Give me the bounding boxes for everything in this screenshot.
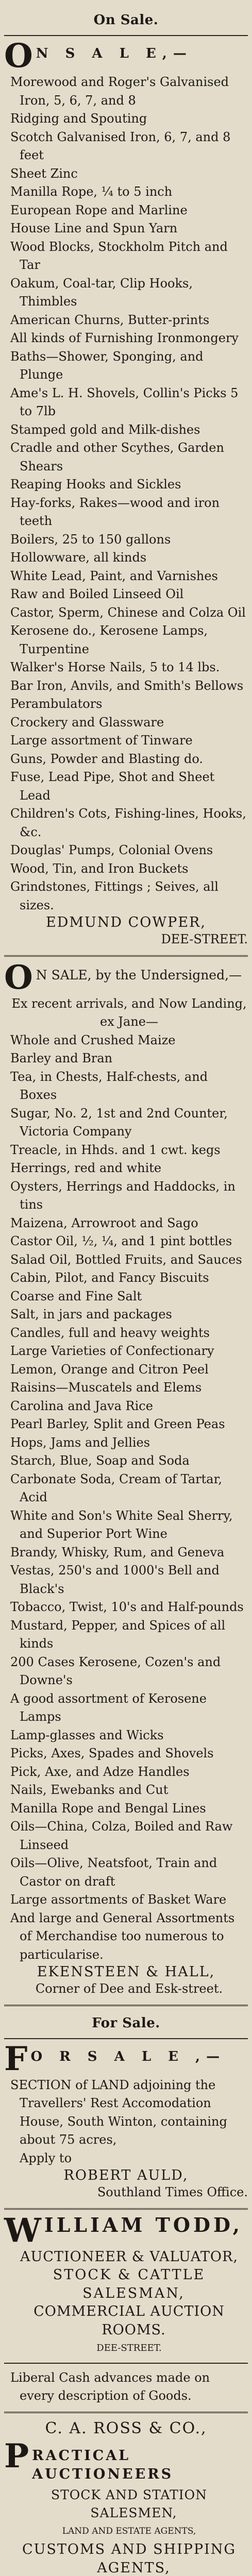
signature: EKENSTEEN & HALL, bbox=[4, 1964, 248, 1980]
list-item: Salt, in jars and packages bbox=[4, 1306, 248, 1324]
ad-lead bbox=[4, 963, 248, 993]
list-item: Crockery and Glassware bbox=[4, 714, 248, 732]
drop-cap: O bbox=[4, 963, 33, 993]
title-line: AUCTIONEER & VALUATOR, bbox=[4, 2248, 248, 2266]
ad-lead bbox=[4, 2216, 248, 2246]
list-item: Children's Cots, Fishing-lines, Hooks, &c. bbox=[4, 805, 248, 841]
list-item: Oysters, Herrings and Haddocks, in tins bbox=[4, 1178, 248, 1214]
list-item: Raisins—Muscatels and Elems bbox=[4, 1379, 248, 1397]
list-item: Baths—Shower, Sponging, and Plunge bbox=[4, 348, 248, 384]
list-item: House Line and Spun Yarn bbox=[4, 219, 248, 238]
ad-lead bbox=[4, 41, 248, 71]
list-item: Carolina and Java Rice bbox=[4, 1397, 248, 1416]
title-line: STOCK AND STATION SALESMEN, bbox=[4, 2486, 248, 2522]
divider bbox=[4, 2412, 248, 2413]
divider bbox=[4, 2363, 248, 2364]
list-item: Large assortments of Basket Ware bbox=[4, 1891, 248, 1909]
list-item: European Rope and Marline bbox=[4, 201, 248, 220]
firm-name: C. A. ROSS & CO., bbox=[4, 2419, 248, 2437]
list-item: Bar Iron, Anvils, and Smith's Bellows bbox=[4, 677, 248, 696]
ad-lead bbox=[4, 2044, 248, 2074]
address: Corner of Dee and Esk-street. bbox=[4, 1980, 248, 1998]
list-item: Grindstones, Fittings ; Seives, all sizes. bbox=[4, 878, 248, 914]
list-item: Herrings, red and white bbox=[4, 1159, 248, 1178]
ad-auld bbox=[4, 2015, 248, 2202]
title-line: STOCK & CATTLE SALESMAN, bbox=[4, 2266, 248, 2302]
list-item: Nails, Ewebanks and Cut bbox=[4, 1781, 248, 1800]
title-line: CUSTOMS AND SHIPPING AGENTS, bbox=[4, 2540, 248, 2576]
list-item: Walker's Horse Nails, 5 to 14 lbs. bbox=[4, 658, 248, 677]
list-item: Carbonate Soda, Cream of Tartar, Acid bbox=[4, 1470, 248, 1507]
list-item: Kerosene do., Kerosene Lamps, Turpentine bbox=[4, 622, 248, 658]
divider bbox=[4, 955, 248, 957]
divider bbox=[4, 2038, 248, 2039]
list-item: Large assortment of Tinware bbox=[4, 732, 248, 750]
list-item: Salad Oil, Bottled Fruits, and Sauces bbox=[4, 1251, 248, 1269]
list-item: Oils—Olive, Neatsfoot, Train and Castor on draft bbox=[4, 1854, 248, 1891]
list-item: Picks, Axes, Spades and Shovels bbox=[4, 1744, 248, 1763]
section-heading: On Sale. bbox=[4, 12, 248, 28]
list-item: Hollowware, all kinds bbox=[4, 549, 248, 567]
title-line: LAND AND ESTATE AGENTS, bbox=[4, 2522, 248, 2541]
list-item: Hops, Jams and Jellies bbox=[4, 1434, 248, 1452]
sub-heading: ex Jane— bbox=[4, 1013, 248, 1031]
drop-cap: P bbox=[4, 2442, 29, 2471]
list-item: Perambulators bbox=[4, 695, 248, 714]
item-list bbox=[4, 1031, 248, 1909]
list-item: Castor, Sperm, Chinese and Colza Oil bbox=[4, 604, 248, 622]
address: Southland Times Office. bbox=[4, 2183, 248, 2202]
divider bbox=[4, 35, 248, 36]
list-item: Fuse, Lead Pipe, Shot and Sheet Lead bbox=[4, 768, 248, 805]
list-item: Barley and Bran bbox=[4, 1049, 248, 1068]
list-item: Pearl Barley, Split and Green Peas bbox=[4, 1415, 248, 1434]
sub-heading: Ex recent arrivals, and Now Landing, bbox=[4, 995, 248, 1013]
apply-text: Apply to bbox=[4, 2149, 248, 2168]
list-item: Wood, Tin, and Iron Buckets bbox=[4, 860, 248, 878]
body-text: SECTION of LAND adjoining the Travellers' Rest Accomodation House, South Winton, containing about 75 acres, bbox=[4, 2076, 248, 2149]
ad-lead bbox=[4, 2442, 248, 2484]
note-text: Liberal Cash advances made on every description of Goods. bbox=[4, 2369, 248, 2405]
list-item: Treacle, in Hhds. and 1 cwt. kegs bbox=[4, 1141, 248, 1160]
contact-name: ROBERT AULD, bbox=[4, 2167, 248, 2183]
ad-ross bbox=[4, 2419, 248, 2576]
list-item: Cradle and other Scythes, Garden Shears bbox=[4, 439, 248, 476]
list-item: Castor Oil, ½, ¼, and 1 pint bottles bbox=[4, 1232, 248, 1251]
list-item: Mustard, Pepper, and Spices of all kinds bbox=[4, 1617, 248, 1653]
list-item: Reaping Hooks and Sickles bbox=[4, 476, 248, 494]
list-item: Lamp-glasses and Wicks bbox=[4, 1726, 248, 1745]
closing-text: And large and General Assortments of Merchandise too numerous to particularise. bbox=[4, 1909, 248, 1964]
list-item: Lemon, Orange and Citron Peel bbox=[4, 1361, 248, 1379]
list-item: Guns, Powder and Blasting do. bbox=[4, 750, 248, 769]
divider bbox=[4, 2005, 248, 2006]
list-item: Oils—China, Colza, Boiled and Raw Linseed bbox=[4, 1818, 248, 1854]
firm-name: ILLIAM TODD, bbox=[44, 2216, 243, 2234]
list-item: Manilla Rope, ¼ to 5 inch bbox=[4, 183, 248, 201]
divider bbox=[4, 2208, 248, 2210]
item-list bbox=[4, 73, 248, 914]
list-item: 200 Cases Kerosene, Cozen's and Downe's bbox=[4, 1653, 248, 1690]
drop-cap: O bbox=[4, 41, 33, 71]
lead-text: N SALE, by the Undersigned,— bbox=[36, 963, 242, 985]
list-item: Douglas' Pumps, Colonial Ovens bbox=[4, 841, 248, 860]
list-item: Wood Blocks, Stockholm Pitch and Tar bbox=[4, 238, 248, 275]
list-item: Oakum, Coal-tar, Clip Hooks, Thimbles bbox=[4, 275, 248, 311]
lead-text: N S A L E,— bbox=[36, 41, 193, 63]
list-item: Morewood and Roger's Galvanised Iron, 5, 6, 7, and 8 bbox=[4, 73, 248, 110]
list-item: Maizena, Arrowroot and Sago bbox=[4, 1214, 248, 1233]
section-heading: For Sale. bbox=[4, 2015, 248, 2031]
list-item: Brandy, Whisky, Rum, and Geneva bbox=[4, 1544, 248, 1562]
list-item: Vestas, 250's and 1000's Bell and Black's bbox=[4, 1562, 248, 1598]
list-item: White Lead, Paint, and Varnishes bbox=[4, 567, 248, 586]
signature: EDMUND COWPER, bbox=[4, 914, 248, 930]
ad-cowper bbox=[4, 12, 248, 949]
list-item: Whole and Crushed Maize bbox=[4, 1031, 248, 1050]
list-item: Stamped gold and Milk-dishes bbox=[4, 421, 248, 439]
ad-ekensteen bbox=[4, 963, 248, 1998]
list-item: All kinds of Furnishing Ironmongery bbox=[4, 329, 248, 348]
list-item: Ridging and Spouting bbox=[4, 110, 248, 128]
list-item: Large Varieties of Confectionary bbox=[4, 1342, 248, 1361]
list-item: Scotch Galvanised Iron, 6, 7, and 8 feet bbox=[4, 128, 248, 165]
list-item: American Churns, Butter-prints bbox=[4, 311, 248, 330]
list-item: Cabin, Pilot, and Fancy Biscuits bbox=[4, 1269, 248, 1287]
address: DEE-STREET. bbox=[4, 930, 248, 949]
list-item: Raw and Boiled Linseed Oil bbox=[4, 585, 248, 604]
drop-cap: W bbox=[4, 2216, 41, 2246]
list-item: Manilla Rope and Bengal Lines bbox=[4, 1800, 248, 1818]
title-line: COMMERCIAL AUCTION ROOMS. bbox=[4, 2302, 248, 2339]
list-item: Pick, Axe, and Adze Handles bbox=[4, 1763, 248, 1782]
list-item: A good assortment of Kerosene Lamps bbox=[4, 1690, 248, 1726]
list-item: Tobacco, Twist, 10's and Half-pounds bbox=[4, 1598, 248, 1617]
list-item: Sugar, No. 2, 1st and 2nd Counter, Victoria Company bbox=[4, 1105, 248, 1141]
list-item: Sheet Zinc bbox=[4, 165, 248, 183]
list-item: Tea, in Chests, Half-chests, and Boxes bbox=[4, 1068, 248, 1105]
ad-todd bbox=[4, 2216, 248, 2405]
list-item: Starch, Blue, Soap and Soda bbox=[4, 1452, 248, 1470]
list-item: Candles, full and heavy weights bbox=[4, 1324, 248, 1343]
list-item: Hay-forks, Rakes—wood and iron teeth bbox=[4, 494, 248, 531]
drop-cap: F bbox=[4, 2044, 27, 2074]
list-item: Ame's L. H. Shovels, Collin's Picks 5 to 7lb bbox=[4, 384, 248, 421]
street: DEE-STREET. bbox=[4, 2339, 248, 2358]
list-item: Coarse and Fine Salt bbox=[4, 1287, 248, 1306]
lead-text: RACTICAL AUCTIONEERS bbox=[32, 2442, 248, 2484]
list-item: White and Son's White Seal Sherry, and Superior Port Wine bbox=[4, 1507, 248, 1544]
lead-text: O R S A L E ,— bbox=[30, 2044, 226, 2066]
list-item: Boilers, 25 to 150 gallons bbox=[4, 531, 248, 549]
